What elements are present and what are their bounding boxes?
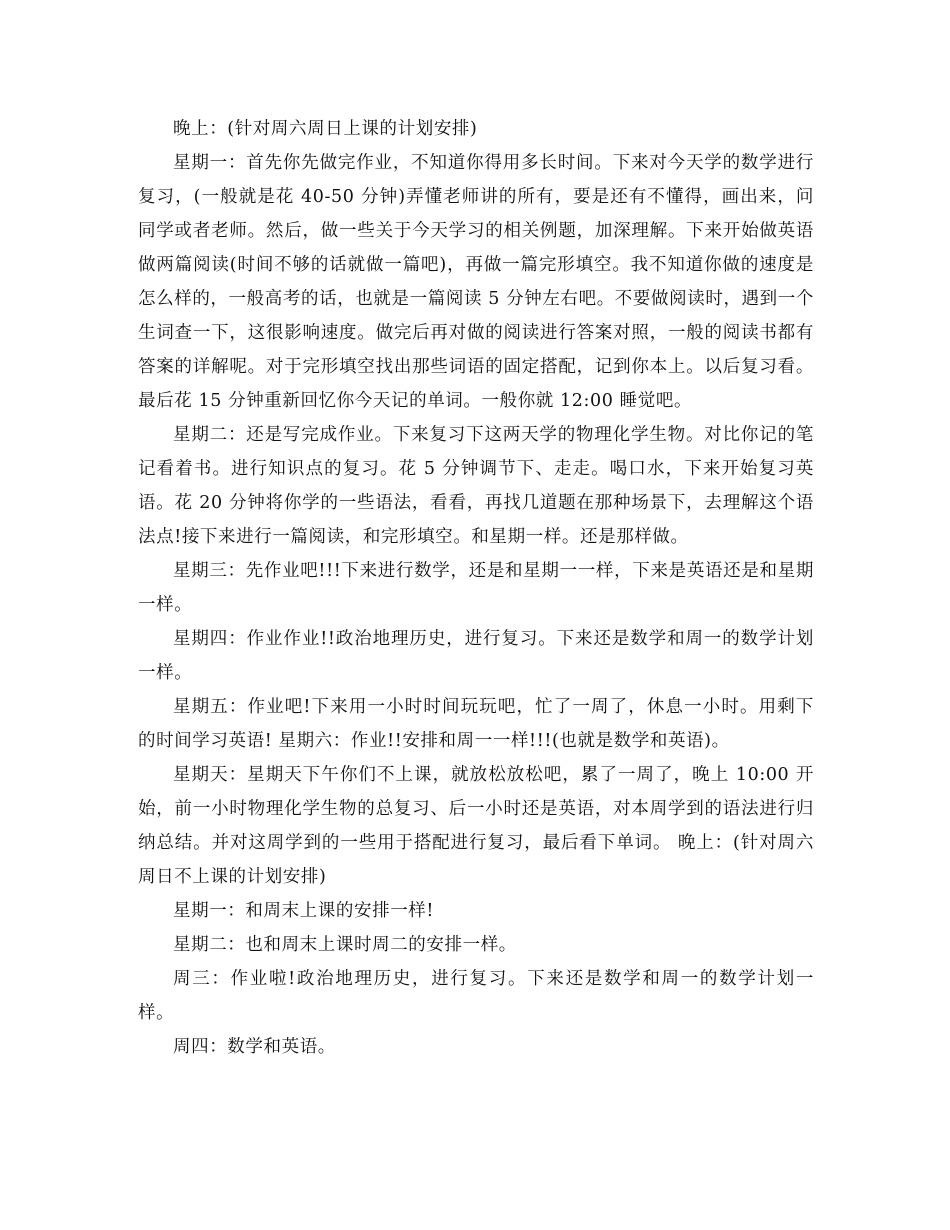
paragraph-sunday: 星期天：星期天下午你们不上课，就放松放松吧，累了一周了，晚上 10:00 开始，前一小时物理化学生物的总复习、后一小时还是英语，对本周学到的语法进行归纳总结。并对这周学到的一些用于搭配进行复习，最后看下单词。 晚上：(针对周六周日不上课的计划安排) (138, 765, 814, 887)
paragraph-thursday: 星期四：作业作业!!政治地理历史，进行复习。下来还是数学和周一的数学计划一样。 (138, 629, 814, 683)
paragraph-monday-alt: 星期一：和周末上课的安排一样! (173, 901, 435, 921)
paragraph-wednesday: 星期三：先作业吧!!!下来进行数学，还是和星期一一样，下来是英语还是和星期一样。 (138, 561, 814, 615)
paragraph-wednesday-alt: 周三：作业啦!政治地理历史，进行复习。下来还是数学和周一的数学计划一样。 (138, 969, 814, 1023)
paragraph-tuesday-alt: 星期二：也和周末上课时周二的安排一样。 (173, 935, 517, 955)
paragraph-evening-plan-heading: 晚上：(针对周六周日上课的计划安排) (173, 119, 478, 139)
document-body (138, 112, 814, 1064)
paragraph-friday-saturday: 星期五：作业吧!下来用一小时时间玩玩吧，忙了一周了，休息一小时。用剩下的时间学习英语! 星期六：作业!!安排和周一一样!!!(也就是数学和英语)。 (138, 697, 814, 751)
paragraph-thursday-alt: 周四：数学和英语。 (173, 1037, 336, 1057)
paragraph-tuesday: 星期二：还是写完成作业。下来复习下这两天学的物理化学生物。对比你记的笔记看着书。进行知识点的复习。花 5 分钟调节下、走走。喝口水，下来开始复习英语。花 20 分钟将你学的一些语法，看看，再找几道题在那种场景下，去理解这个语法点!接下来进行一篇阅读，和完形填空。和星期一样。还是那样做。 (138, 425, 814, 547)
paragraph-monday: 星期一：首先你先做完作业，不知道你得用多长时间。下来对今天学的数学进行复习，(一般就是花 40-50 分钟)弄懂老师讲的所有，要是还有不懂得，画出来，问同学或者老师。然后，做一些关于今天学习的相关例题，加深理解。下来开始做英语做两篇阅读(时间不够的话就做一篇吧)，再做一篇完形填空。我不知道你做的速度是怎么样的，一般高考的话，也就是一篇阅读 5 分钟左右吧。不要做阅读时，遇到一个生词查一下，这很影响速度。做完后再对做的阅读进行答案对照，一般的阅读书都有答案的详解呢。对于完形填空找出那些词语的固定搭配，记到你本上。以后复习看。最后花 15 分钟重新回忆你今天记的单词。一般你就 12:00 睡觉吧。 (138, 153, 814, 411)
